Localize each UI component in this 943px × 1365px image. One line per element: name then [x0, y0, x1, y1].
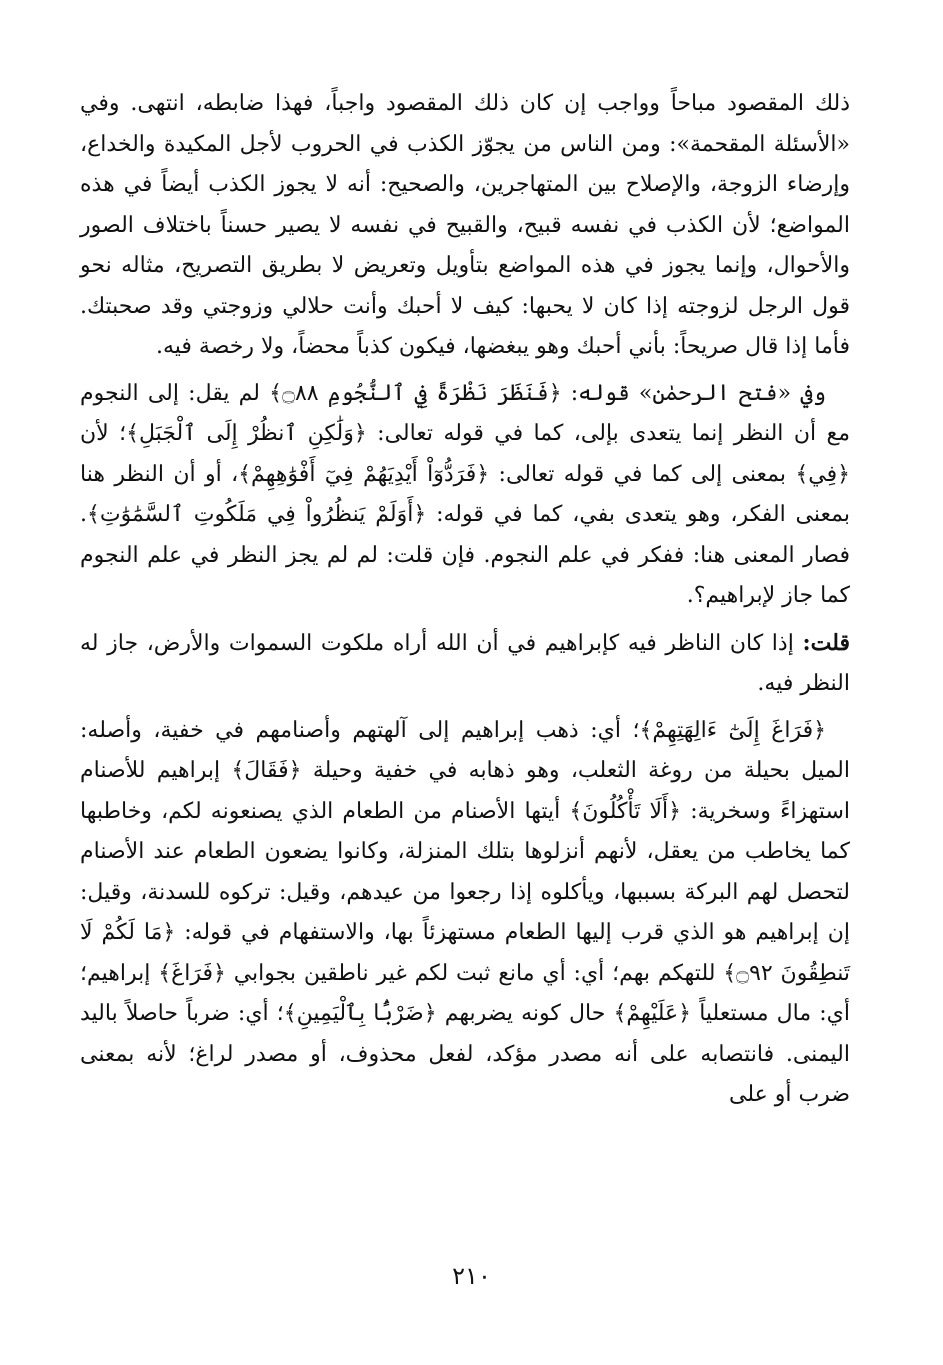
paragraph-answer	[80, 623, 850, 705]
paragraph-fath-alrahman: وفي «فتح الرحمٰن» قوله: ﴿فَنَظَرَ نَظْرَةً فِي ٱلنُّجُومِ ۝٨٨﴾ لم يقل: إلى النجوم مع أن النظر إنما يتعدى بإلى، كما في قوله تعالى: ﴿وَلَٰكِنِ ٱنظُرْ إِلَى ٱلْجَبَلِ﴾؛ لأن ﴿فِي﴾ بمعنى إلى كما في قوله تعالى: ﴿فَرَدُّوٓاْ أَيْدِيَهُمْ فِيٓ أَفْوَٰهِهِمْ﴾، أو أن النظر هنا بمعنى الفكر، وهو يتعدى بفي، كما في قوله: ﴿أَوَلَمْ يَنظُرُواْ فِي مَلَكُوتِ ٱلسَّمَٰوَٰتِ﴾. فصار المعنى هنا: ففكر في علم النجوم. فإن قلت: لم لم يجز النظر في علم النجوم كما جاز لإبراهيم؟.	[80, 380, 850, 608]
paragraph-lying-ruling: ذلك المقصود مباحاً وواجب إن كان ذلك المقصود واجباً، فهذا ضابطه، انتهى. وفي «الأسئلة المقحمة»: ومن الناس من يجوّز الكذب في الحروب لأجل المكيدة والخداع، وإرضاء الزوجة، والإصلاح بين المتهاجرين، والصحيح: أنه لا يجوز الكذب أيضاً في هذه المواضع؛ لأن الكذب في نفسه قبيح، والقبيح في نفسه لا يصير حسناً باختلاف الصور والأحوال، وإنما يجوز في هذه المواضع بتأويل وتعريض لا بطريق التصريح، مثاله نحو قول الرجل لزوجته إذا كان لا يحبها: كيف لا أحبك وأنت حلالي وزوجتي وقد صحبتك. فأما إذا قال صريحاً: بأني أحبك وهو يبغضها، فيكون كذباً محضاً، ولا رخصة فيه.	[80, 91, 850, 359]
page-number: ٢١٠	[452, 1262, 491, 1290]
page-body	[80, 84, 850, 1122]
answer-text: إذا كان الناظر فيه كإبراهيم في أن الله أراه ملكوت السموات والأرض، جاز له النظر فيه.	[80, 630, 850, 696]
answer-lead: قلت:	[802, 629, 850, 656]
paragraph-idols-tafsir: ﴿فَرَاغَ إِلَىٰٓ ءَالِهَتِهِمْ﴾؛ أي: ذهب إبراهيم إلى آلهتهم وأصنامهم في خفية، وأصله: الميل بحيلة من روغة الثعلب، وهو ذهابه في خفية وحيلة ﴿فَقَالَ﴾ إبراهيم للأصنام استهزاءً وسخرية: ﴿أَلَا تَأْكُلُونَ﴾ أيتها الأصنام من الطعام الذي يصنعونه لكم، وخاطبها كما يخاطب من يعقل، لأنهم أنزلوها بتلك المنزلة، وكانوا يضعون الطعام عند الأصنام لتحصل لهم البركة بسببها، ويأكلوه إذا رجعوا من عيدهم، وقيل: تركوه للسدنة، وقيل: إن إبراهيم هو الذي قرب إليها الطعام مستهزئاً بها، والاستفهام في قوله: ﴿مَا لَكُمْ لَا تَنطِقُونَ ۝٩٢﴾ للتهكم بهم؛ أي: أي مانع ثبت لكم غير ناطقين بجوابي ﴿فَرَاغَ﴾ إبراهيم؛ أي: مال مستعلياً ﴿عَلَيْهِمْ﴾ حال كونه يضربهم ﴿ضَرْبًۢا بِٱلْيَمِينِ﴾؛ أي: ضرباً حاصلاً باليد اليمنى. فانتصابه على أنه مصدر مؤكد، لفعل محذوف، أو مصدر لراغ؛ لأنه بمعنى ضرب أو على	[80, 717, 851, 1107]
